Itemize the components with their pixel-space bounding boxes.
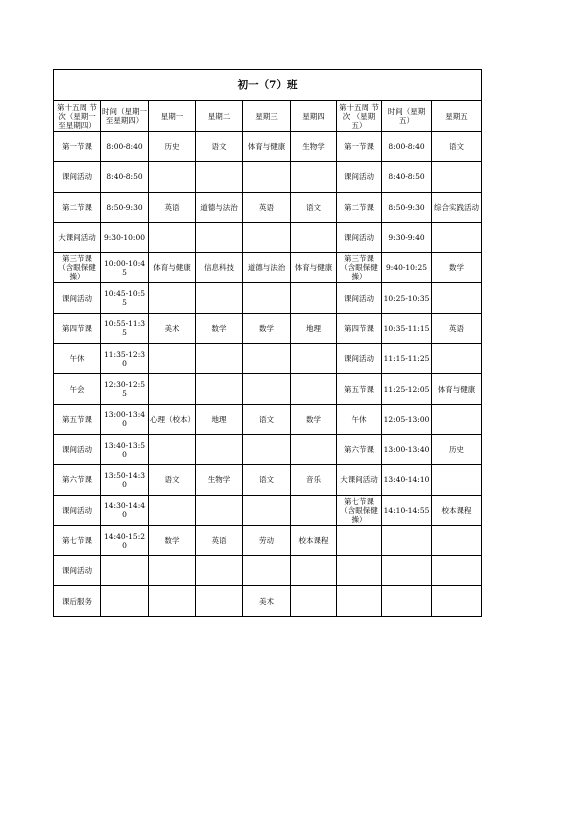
cell-friday-period: 第六节课	[337, 434, 382, 464]
cell-tuesday	[196, 556, 243, 586]
cell-thursday: 音乐	[291, 465, 337, 495]
cell-monday: 数学	[149, 525, 196, 555]
cell-period: 第二节课	[54, 192, 101, 222]
cell-tuesday	[196, 162, 243, 192]
cell-friday	[432, 404, 482, 434]
table-row	[54, 283, 482, 313]
cell-period: 第一节课	[54, 132, 101, 162]
cell-tuesday	[196, 283, 243, 313]
timetable-title: 初一（7）班	[54, 70, 482, 101]
cell-friday-time: 8:50-9:30	[382, 192, 432, 222]
cell-wednesday: 语文	[243, 404, 291, 434]
cell-friday-period: 课间活动	[337, 283, 382, 313]
cell-friday: 综合实践活动	[432, 192, 482, 222]
cell-monday	[149, 434, 196, 464]
cell-friday-period	[337, 556, 382, 586]
cell-time	[101, 556, 149, 586]
cell-wednesday	[243, 434, 291, 464]
table-row	[54, 525, 482, 555]
header-row	[54, 101, 482, 132]
header-period-fri: 第十五周 节次 （星期五）	[337, 101, 382, 132]
cell-friday-period: 课间活动	[337, 222, 382, 252]
cell-period: 课间活动	[54, 283, 101, 313]
cell-thursday	[291, 495, 337, 525]
cell-period: 午会	[54, 374, 101, 404]
table-row	[54, 192, 482, 222]
cell-time: 8:50-9:30	[101, 192, 149, 222]
cell-tuesday	[196, 222, 243, 252]
table-row	[54, 162, 482, 192]
cell-thursday	[291, 556, 337, 586]
cell-monday	[149, 586, 196, 616]
cell-friday-period: 第四节课	[337, 313, 382, 343]
header-period-mon-thu: 第十五周 节次（星期一至星期四）	[54, 101, 101, 132]
cell-friday	[432, 344, 482, 374]
header-tuesday: 星期二	[196, 101, 243, 132]
cell-time: 9:30-10:00	[101, 222, 149, 252]
cell-thursday: 数学	[291, 404, 337, 434]
cell-friday: 英语	[432, 313, 482, 343]
cell-friday-period	[337, 525, 382, 555]
cell-time: 8:00-8:40	[101, 132, 149, 162]
cell-friday-time: 8:00-8:40	[382, 132, 432, 162]
header-time-mon-thu: 时间（星期一至星期四）	[101, 101, 149, 132]
cell-time: 8:40-8:50	[101, 162, 149, 192]
cell-wednesday	[243, 556, 291, 586]
cell-friday-period: 第一节课	[337, 132, 382, 162]
header-thursday: 星期四	[291, 101, 337, 132]
cell-time: 10:55-11:35	[101, 313, 149, 343]
cell-monday	[149, 495, 196, 525]
cell-thursday: 校本课程	[291, 525, 337, 555]
cell-wednesday: 语文	[243, 465, 291, 495]
cell-friday-time	[382, 525, 432, 555]
table-row	[54, 313, 482, 343]
cell-thursday: 语文	[291, 192, 337, 222]
cell-friday-time: 11:15-11:25	[382, 344, 432, 374]
cell-monday: 英语	[149, 192, 196, 222]
cell-friday: 数学	[432, 253, 482, 283]
cell-friday-time: 14:10-14:55	[382, 495, 432, 525]
cell-thursday	[291, 222, 337, 252]
cell-monday: 历史	[149, 132, 196, 162]
cell-wednesday	[243, 222, 291, 252]
cell-time: 13:00-13:40	[101, 404, 149, 434]
cell-tuesday	[196, 495, 243, 525]
cell-tuesday: 英语	[196, 525, 243, 555]
cell-friday-time: 10:35-11:15	[382, 313, 432, 343]
cell-friday-time	[382, 556, 432, 586]
cell-monday: 语文	[149, 465, 196, 495]
table-row	[54, 465, 482, 495]
timetable	[53, 69, 482, 617]
cell-friday-time: 11:25-12:05	[382, 374, 432, 404]
cell-friday-time: 12:05-13:00	[382, 404, 432, 434]
cell-friday-period: 第五节课	[337, 374, 382, 404]
cell-tuesday	[196, 434, 243, 464]
cell-monday	[149, 283, 196, 313]
cell-friday: 语文	[432, 132, 482, 162]
cell-thursday	[291, 283, 337, 313]
cell-friday-period: 课间活动	[337, 344, 382, 374]
cell-friday	[432, 283, 482, 313]
cell-thursday	[291, 586, 337, 616]
cell-tuesday	[196, 344, 243, 374]
cell-wednesday: 体育与健康	[243, 132, 291, 162]
table-row	[54, 586, 482, 616]
cell-thursday: 地理	[291, 313, 337, 343]
cell-time: 10:45-10:55	[101, 283, 149, 313]
cell-friday: 历史	[432, 434, 482, 464]
cell-friday-period: 第七节课（含眼保健操）	[337, 495, 382, 525]
cell-wednesday	[243, 374, 291, 404]
cell-friday-time: 10:25-10:35	[382, 283, 432, 313]
cell-time: 12:30-12:55	[101, 374, 149, 404]
cell-thursday	[291, 344, 337, 374]
table-row	[54, 404, 482, 434]
cell-monday: 体育与健康	[149, 253, 196, 283]
table-row	[54, 344, 482, 374]
cell-wednesday: 道德与法治	[243, 253, 291, 283]
header-time-fri: 时间（星期五）	[382, 101, 432, 132]
cell-tuesday	[196, 374, 243, 404]
cell-period: 第七节课	[54, 525, 101, 555]
cell-friday-time	[382, 586, 432, 616]
cell-friday: 校本课程	[432, 495, 482, 525]
cell-period: 课间活动	[54, 434, 101, 464]
cell-monday	[149, 556, 196, 586]
cell-thursday	[291, 434, 337, 464]
cell-wednesday	[243, 162, 291, 192]
cell-monday	[149, 374, 196, 404]
cell-tuesday: 数学	[196, 313, 243, 343]
cell-period: 大课间活动	[54, 222, 101, 252]
table-row	[54, 495, 482, 525]
header-monday: 星期一	[149, 101, 196, 132]
cell-friday-period: 大课间活动	[337, 465, 382, 495]
cell-wednesday: 英语	[243, 192, 291, 222]
cell-period: 课间活动	[54, 495, 101, 525]
cell-monday	[149, 344, 196, 374]
cell-tuesday: 语文	[196, 132, 243, 162]
cell-friday	[432, 525, 482, 555]
cell-friday-time: 13:40-14:10	[382, 465, 432, 495]
cell-time: 13:40-13:50	[101, 434, 149, 464]
cell-wednesday	[243, 283, 291, 313]
cell-monday	[149, 162, 196, 192]
cell-time: 13:50-14:30	[101, 465, 149, 495]
cell-tuesday: 信息科技	[196, 253, 243, 283]
cell-friday	[432, 586, 482, 616]
cell-monday	[149, 222, 196, 252]
cell-monday: 美术	[149, 313, 196, 343]
table-row	[54, 132, 482, 162]
cell-friday-time: 9:30-9:40	[382, 222, 432, 252]
cell-wednesday: 美术	[243, 586, 291, 616]
cell-period: 第四节课	[54, 313, 101, 343]
cell-wednesday	[243, 495, 291, 525]
cell-thursday	[291, 374, 337, 404]
table-row	[54, 222, 482, 252]
cell-friday	[432, 465, 482, 495]
cell-friday-period: 第三节课（含眼保健操）	[337, 253, 382, 283]
cell-friday-period: 午休	[337, 404, 382, 434]
cell-friday	[432, 556, 482, 586]
cell-friday-period: 课间活动	[337, 162, 382, 192]
table-row	[54, 556, 482, 586]
cell-period: 第六节课	[54, 465, 101, 495]
cell-period: 午休	[54, 344, 101, 374]
cell-friday-time: 13:00-13:40	[382, 434, 432, 464]
cell-thursday	[291, 162, 337, 192]
cell-time: 10:00-10:45	[101, 253, 149, 283]
cell-tuesday: 生物学	[196, 465, 243, 495]
cell-wednesday	[243, 344, 291, 374]
header-wednesday: 星期三	[243, 101, 291, 132]
table-row	[54, 253, 482, 283]
table-row	[54, 434, 482, 464]
cell-monday: 心理（校本）	[149, 404, 196, 434]
cell-wednesday: 劳动	[243, 525, 291, 555]
cell-tuesday: 道德与法治	[196, 192, 243, 222]
cell-thursday: 体育与健康	[291, 253, 337, 283]
cell-friday	[432, 162, 482, 192]
cell-period: 第五节课	[54, 404, 101, 434]
cell-time	[101, 586, 149, 616]
cell-friday-period	[337, 586, 382, 616]
cell-time: 14:30-14:40	[101, 495, 149, 525]
cell-time: 14:40-15:20	[101, 525, 149, 555]
table-row	[54, 374, 482, 404]
cell-thursday: 生物学	[291, 132, 337, 162]
cell-period: 第三节课（含眼保健操）	[54, 253, 101, 283]
cell-period: 课后服务	[54, 586, 101, 616]
cell-friday	[432, 222, 482, 252]
cell-tuesday	[196, 586, 243, 616]
cell-wednesday: 数学	[243, 313, 291, 343]
cell-period: 课间活动	[54, 162, 101, 192]
cell-friday-time: 8:40-8:50	[382, 162, 432, 192]
header-friday: 星期五	[432, 101, 482, 132]
cell-period: 课间活动	[54, 556, 101, 586]
cell-friday-time: 9:40-10:25	[382, 253, 432, 283]
cell-friday: 体育与健康	[432, 374, 482, 404]
cell-friday-period: 第二节课	[337, 192, 382, 222]
cell-time: 11:35-12:30	[101, 344, 149, 374]
cell-tuesday: 地理	[196, 404, 243, 434]
